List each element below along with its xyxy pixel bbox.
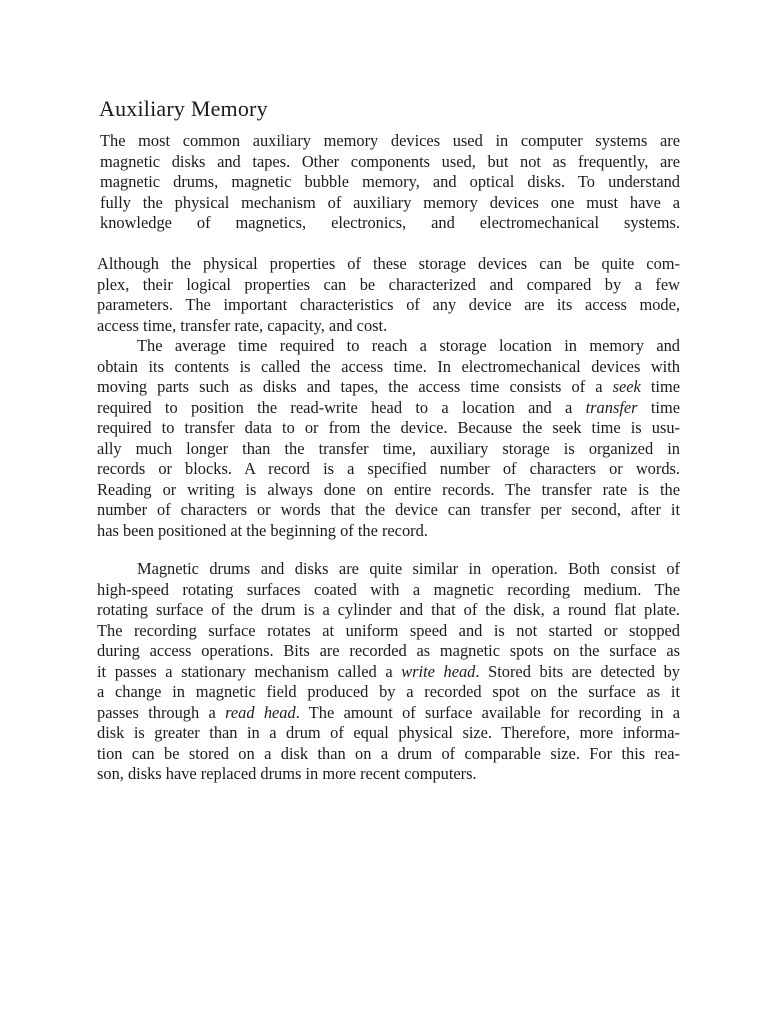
text-line: high-speed rotating surfaces coated with a magnetic recording medium. The	[97, 579, 680, 599]
text-line: number of characters or words that the device can transfer per second, after it	[97, 500, 680, 519]
text-line: access time, transfer rate, capacity, and cost.	[97, 315, 388, 335]
text-line: required to position the read-write head to a location and a transfer time	[97, 397, 680, 417]
text-line: knowledge of magnetics, electronics, and electromechanical systems.	[100, 213, 680, 232]
text-line: The recording surface rotates at uniform speed and is not started or stopped	[97, 620, 680, 640]
text-line: passes through a read head. The amount of surface available for recording in a	[97, 702, 680, 722]
section-title: Auxiliary Memory	[99, 96, 268, 121]
text-line: Reading or writing is always done on entire records. The transfer rate is the	[97, 479, 680, 499]
body-text-block	[97, 254, 680, 541]
text-line: The most common auxiliary memory devices used in computer systems are	[100, 131, 680, 150]
drums-disks-paragraph	[97, 559, 680, 785]
intro-paragraph	[100, 131, 680, 234]
emphasis-term: transfer	[585, 397, 638, 417]
emphasis-term: seek	[612, 377, 641, 396]
text-line: has been positioned at the beginning of the record.	[97, 520, 428, 540]
text-line: it passes a stationary mechanism called a write head. Stored bits are detected by	[97, 661, 681, 681]
text-line: ally much longer than the transfer time, auxiliary storage is organized in	[97, 438, 680, 458]
text-line: Magnetic drums and disks are quite similar in operation. Both consist of	[137, 559, 680, 578]
text-line: moving parts such as disks and tapes, the access time consists of a seek time	[97, 377, 681, 396]
access-time-paragraph	[97, 336, 680, 541]
emphasis-term: write head	[401, 661, 476, 681]
text-line: magnetic disks and tapes. Other components used, but not as frequently, are	[100, 151, 680, 171]
text-line: during access operations. Bits are recorded as magnetic spots on the surface as	[97, 641, 680, 660]
text-line: tion can be stored on a disk than on a drum of comparable size. For this rea-	[97, 743, 680, 763]
text-line: Although the physical properties of these storage devices can be quite com-	[97, 254, 680, 273]
text-line: fully the physical mechanism of auxiliary memory devices one must have a	[100, 192, 680, 212]
text-line: disk is greater than in a drum of equal physical size. Therefore, more informa-	[97, 723, 680, 742]
text-line: obtain its contents is called the access time. In electromechanical devices with	[97, 356, 680, 376]
text-line: rotating surface of the drum is a cylinder and that of the disk, a round flat plate.	[97, 600, 680, 619]
text-line: The average time required to reach a storage location in memory and	[137, 336, 680, 355]
emphasis-term: read head	[225, 702, 296, 722]
text-line: a change in magnetic field produced by a recorded spot on the surface as it	[97, 682, 680, 701]
text-line: magnetic drums, magnetic bubble memory, and optical disks. To understand	[100, 172, 680, 191]
text-line: plex, their logical properties can be characterized and compared by a few	[97, 274, 680, 294]
text-line: records or blocks. A record is a specified number of characters or words.	[97, 459, 680, 478]
text-line: required to transfer data to or from the device. Because the seek time is usu-	[97, 418, 680, 437]
properties-paragraph	[97, 254, 680, 336]
text-line: son, disks have replaced drums in more recent computers.	[97, 764, 477, 783]
text-line: parameters. The important characteristics of any device are its access mode,	[97, 295, 680, 314]
